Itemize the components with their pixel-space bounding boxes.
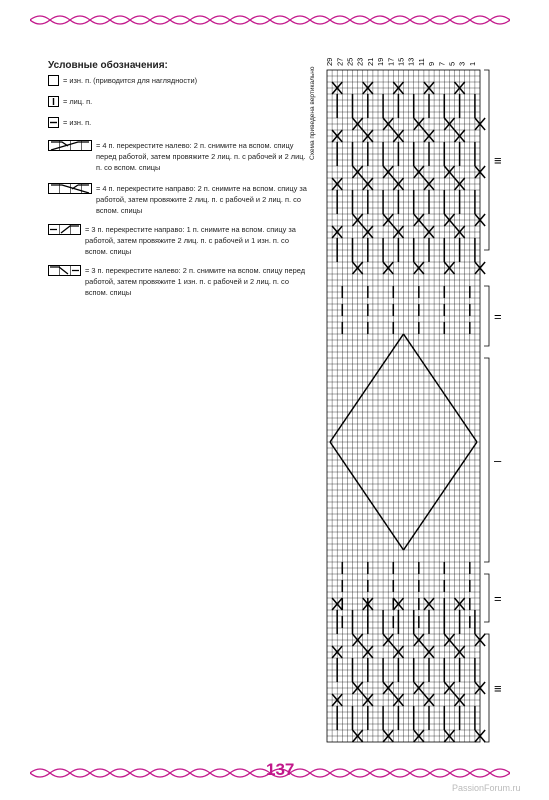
legend-text: = изн. п.	[63, 118, 92, 127]
bottom-ornament-border	[30, 765, 510, 781]
legend-text: = 4 п. перекрестите налево: 2 п. снимите на вспом. спицу перед работой, затем провяжите 2 лиц. п. с рабочей и 2 лиц. п. со вспом. спицы	[96, 141, 306, 172]
section-bracket	[484, 286, 489, 346]
column-number: 13	[406, 57, 416, 66]
legend-text: = лиц. п.	[63, 97, 93, 106]
chart-vertical-note: Схема приведена вертикально	[309, 66, 316, 160]
section-label: ≡	[494, 681, 502, 696]
column-number: 21	[365, 57, 375, 66]
legend-text: = изн. п. (приводится для наглядности)	[63, 76, 198, 85]
section-bracket	[484, 574, 489, 622]
column-number: 17	[386, 57, 396, 66]
section-label: ≡	[494, 153, 502, 168]
site-watermark: PassionForum.ru	[452, 783, 521, 793]
legend-item-purl	[48, 117, 91, 128]
section-bracket	[484, 634, 489, 742]
column-number: 19	[376, 57, 386, 66]
page-number: 137	[262, 760, 298, 780]
knitting-chart	[300, 48, 510, 768]
legend-title: Условные обозначения:	[48, 60, 168, 71]
section-label: –	[494, 453, 502, 468]
column-number: 7	[437, 61, 447, 66]
column-number: 23	[355, 57, 365, 66]
column-number: 25	[345, 57, 355, 66]
empty-square-icon	[48, 75, 59, 86]
cable-3-right-icon	[48, 224, 81, 235]
section-label: =	[494, 309, 502, 324]
column-number: 3	[457, 61, 467, 66]
column-number: 15	[396, 57, 406, 66]
column-number: 1	[467, 61, 477, 66]
legend-item-cable-4-right	[48, 183, 308, 216]
cable-4-left-icon	[48, 140, 92, 151]
legend-item-cable-3-left	[48, 265, 308, 298]
knit-bar-icon	[48, 96, 59, 107]
cable-3-left-icon	[48, 265, 81, 276]
column-number: 29	[325, 57, 335, 66]
legend-item-cable-4-left	[48, 140, 308, 173]
column-number: 27	[335, 57, 345, 66]
legend-text: = 4 п. перекрестите направо: 2 п. снимите на вспом. спицу за работой, затем провяжите 2 лиц. п. с рабочей и 2 лиц. п. со вспом. спицы	[96, 184, 307, 215]
section-label: =	[494, 591, 502, 606]
legend-text: = 3 п. перекрестите направо: 1 п. снимите на вспом. спицу за работой, затем провяжите 2 лиц. п. с рабочей и 1 изн. п. со вспом. спицы	[85, 225, 296, 256]
legend-text: = 3 п. перекрестите налево: 2 п. снимите на вспом. спицу перед работой, затем провяжите 1 изн. п. с рабочей и 2 лиц. п. со вспом. спицы	[85, 266, 306, 297]
legend-item-purl-empty	[48, 75, 197, 86]
top-ornament-border	[30, 12, 510, 28]
section-bracket	[484, 70, 489, 250]
column-number: 9	[427, 61, 437, 66]
legend-item-cable-3-right	[48, 224, 308, 257]
column-number: 5	[447, 61, 457, 66]
section-bracket	[484, 358, 489, 562]
legend-item-knit	[48, 96, 92, 107]
purl-dash-icon	[48, 117, 59, 128]
column-number: 11	[416, 58, 426, 66]
cable-4-right-icon	[48, 183, 92, 194]
